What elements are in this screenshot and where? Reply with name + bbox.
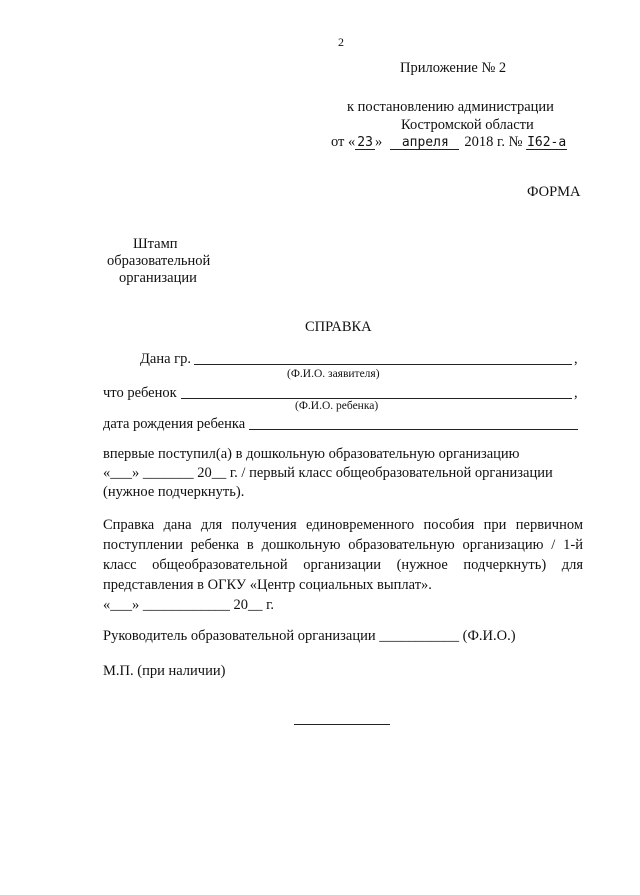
admission-line-2: «___» _______ 20__ г. / первый класс общеобразовательной организации [103, 465, 553, 481]
child-comma: , [574, 385, 578, 401]
appendix-title: Приложение № 2 [400, 60, 507, 76]
decree-day: 23 [357, 135, 373, 150]
applicant-hint: (Ф.И.О. заявителя) [287, 368, 380, 380]
document-title: СПРАВКА [305, 319, 372, 335]
decree-date-line [331, 135, 567, 150]
birth-date-label: дата рождения ребенка [103, 416, 246, 432]
applicant-input-line[interactable] [194, 364, 572, 365]
applicant-comma: , [574, 351, 578, 367]
decree-year: 2018 г. № [464, 134, 523, 150]
stamp-line-2: образовательной [107, 253, 211, 269]
admission-line-1: впервые поступил(а) в дошкольную образовательную организацию [103, 446, 520, 462]
decree-number: I62-а [527, 135, 567, 150]
signature-line: Руководитель образовательной организации ___________ (Ф.И.О.) [103, 628, 516, 644]
page-number: 2 [338, 35, 344, 49]
decree-line-1: к постановлению администрации [347, 99, 554, 115]
seal-line: М.П. (при наличии) [103, 663, 226, 679]
closing-separator [294, 724, 390, 725]
date-prefix: от « [331, 134, 356, 150]
child-label: что ребенок [103, 385, 177, 401]
stamp-line-3: организации [119, 270, 197, 286]
decree-month: апреля [390, 136, 459, 150]
child-input-line[interactable] [181, 398, 572, 399]
date-mid: » [374, 134, 383, 150]
admission-line-3: (нужное подчеркнуть). [103, 484, 245, 500]
decree-line-2: Костромской области [401, 117, 534, 133]
stamp-line-1: Штамп [133, 236, 178, 252]
birth-date-input-line[interactable] [249, 429, 578, 430]
form-label: ФОРМА [527, 184, 581, 200]
purpose-paragraph: Справка дана для получения единовременного пособия при первичном поступлении ребенка в дошкольную образовательную организацию / 1-й класс общеобразовательной организации (нужное подчеркнуть) для представления в ОГКУ «Центр социальных выплат». [103, 517, 583, 593]
applicant-label: Дана гр. [140, 351, 191, 367]
child-hint: (Ф.И.О. ребенка) [295, 400, 379, 412]
issue-date-line: «___» ____________ 20__ г. [103, 597, 275, 613]
